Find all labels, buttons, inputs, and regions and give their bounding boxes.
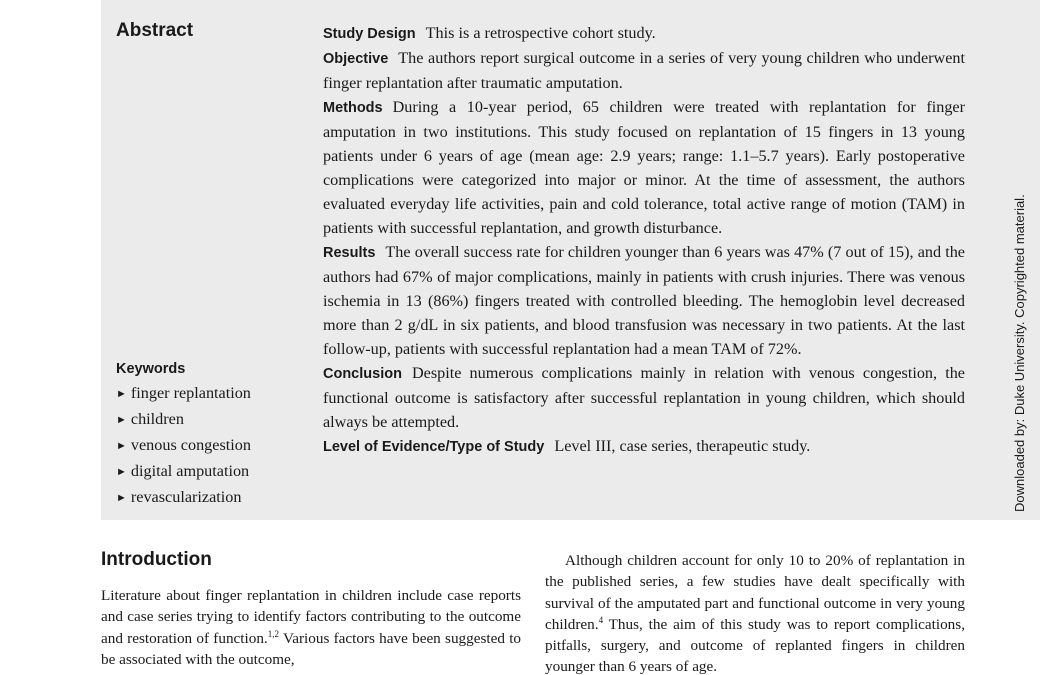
arrow-right-icon: ► [116, 466, 127, 478]
conclusion-text: Despite numerous complications mainly in relation with venous congestion, the functional outcome is satisfactory after successful replantation in young children, which should always be attempted. [323, 364, 965, 431]
level-of-evidence-paragraph [323, 434, 965, 459]
keywords-heading: Keywords [116, 361, 186, 377]
keyword-item [116, 381, 316, 407]
abstract-heading: Abstract [116, 20, 194, 41]
conclusion-paragraph [323, 361, 965, 434]
results-paragraph [323, 240, 965, 361]
keywords-section [116, 357, 316, 511]
citation-ref[interactable]: 4 [598, 614, 604, 625]
keyword-item [116, 407, 316, 433]
abstract-body [323, 21, 965, 459]
introduction-text-continued: Various factors have been suggested to be associated with the outcome, [101, 629, 522, 668]
citation-ref[interactable]: 1,2 [267, 628, 279, 639]
keyword-item [116, 485, 316, 511]
objective-paragraph [323, 46, 965, 95]
introduction-text: Although children account for only 10 to 20% of replantation in the published series, a few studies have dealt specifically with survival of the amputated part and functional outcome in very young children. [545, 552, 965, 633]
objective-text: The authors report surgical outcome in a series of very young children who underwent finger replantation after traumatic amputation. [323, 49, 965, 92]
introduction-right-column [545, 550, 965, 675]
arrow-right-icon: ► [116, 388, 127, 400]
keyword-label: venous congestion [130, 436, 251, 454]
arrow-right-icon: ► [116, 440, 127, 452]
keyword-label: finger replantation [130, 384, 251, 402]
introduction-left-column [101, 585, 521, 670]
introduction-paragraph [545, 550, 965, 675]
level-of-evidence-text: Level III, case series, therapeutic study. [554, 437, 811, 455]
study-design-label: Study Design [323, 26, 416, 42]
objective-label: Objective [323, 51, 389, 67]
conclusion-label: Conclusion [323, 366, 402, 382]
study-design-text: This is a retrospective cohort study. [425, 24, 656, 42]
results-label: Results [323, 245, 376, 261]
keyword-label: revascularization [130, 488, 242, 506]
arrow-right-icon: ► [116, 414, 127, 426]
download-watermark: Downloaded by: Duke University. Copyrighted material. [1012, 194, 1027, 512]
introduction-heading: Introduction [101, 549, 212, 570]
methods-label: Methods [323, 100, 383, 116]
introduction-paragraph [101, 585, 521, 670]
study-design-paragraph [323, 21, 965, 46]
introduction-text-continued: Thus, the aim of this study was to report complications, pitfalls, surgery, and outcome of replanted fingers in children younger than 6 years of age. [545, 615, 965, 675]
keyword-item [116, 433, 316, 459]
keyword-label: digital amputation [130, 462, 250, 480]
level-of-evidence-label: Level of Evidence/Type of Study [323, 439, 545, 455]
arrow-right-icon: ► [116, 492, 127, 504]
introduction-text: Literature about finger replantation in children include case reports and case series trying to identify factors contributing to the outcome and restoration of function. [101, 587, 521, 647]
keyword-item [116, 459, 316, 485]
methods-paragraph [323, 95, 965, 240]
results-text: The overall success rate for children younger than 6 years was 47% (7 out of 15), and the authors had 67% of major complications, mainly in patients with crush injuries. There was venous ischemia in 13 (86%) fingers treated with controlled bleeding. The hemoglobin level decreased more than 2 g/dL in six patients, and blood transfusion was necessary in two patients. At the last follow-up, patients with successful replantation had a mean TAM of 72%. [323, 243, 965, 358]
methods-text: During a 10-year period, 65 children were treated with replantation for finger amputation in two institutions. This study focused on replantation of 15 fingers in 13 young patients under 6 years of age (mean age: 2.9 years; range: 1.1–5.7 years). Early postoperative complications were categorized into major or minor. At the time of assessment, the authors evaluated everyday life activities, pain and cold tolerance, total active range of motion (TAM) in patients with successful replantation, and growth disturbance. [323, 98, 965, 237]
keyword-label: children [130, 410, 184, 428]
